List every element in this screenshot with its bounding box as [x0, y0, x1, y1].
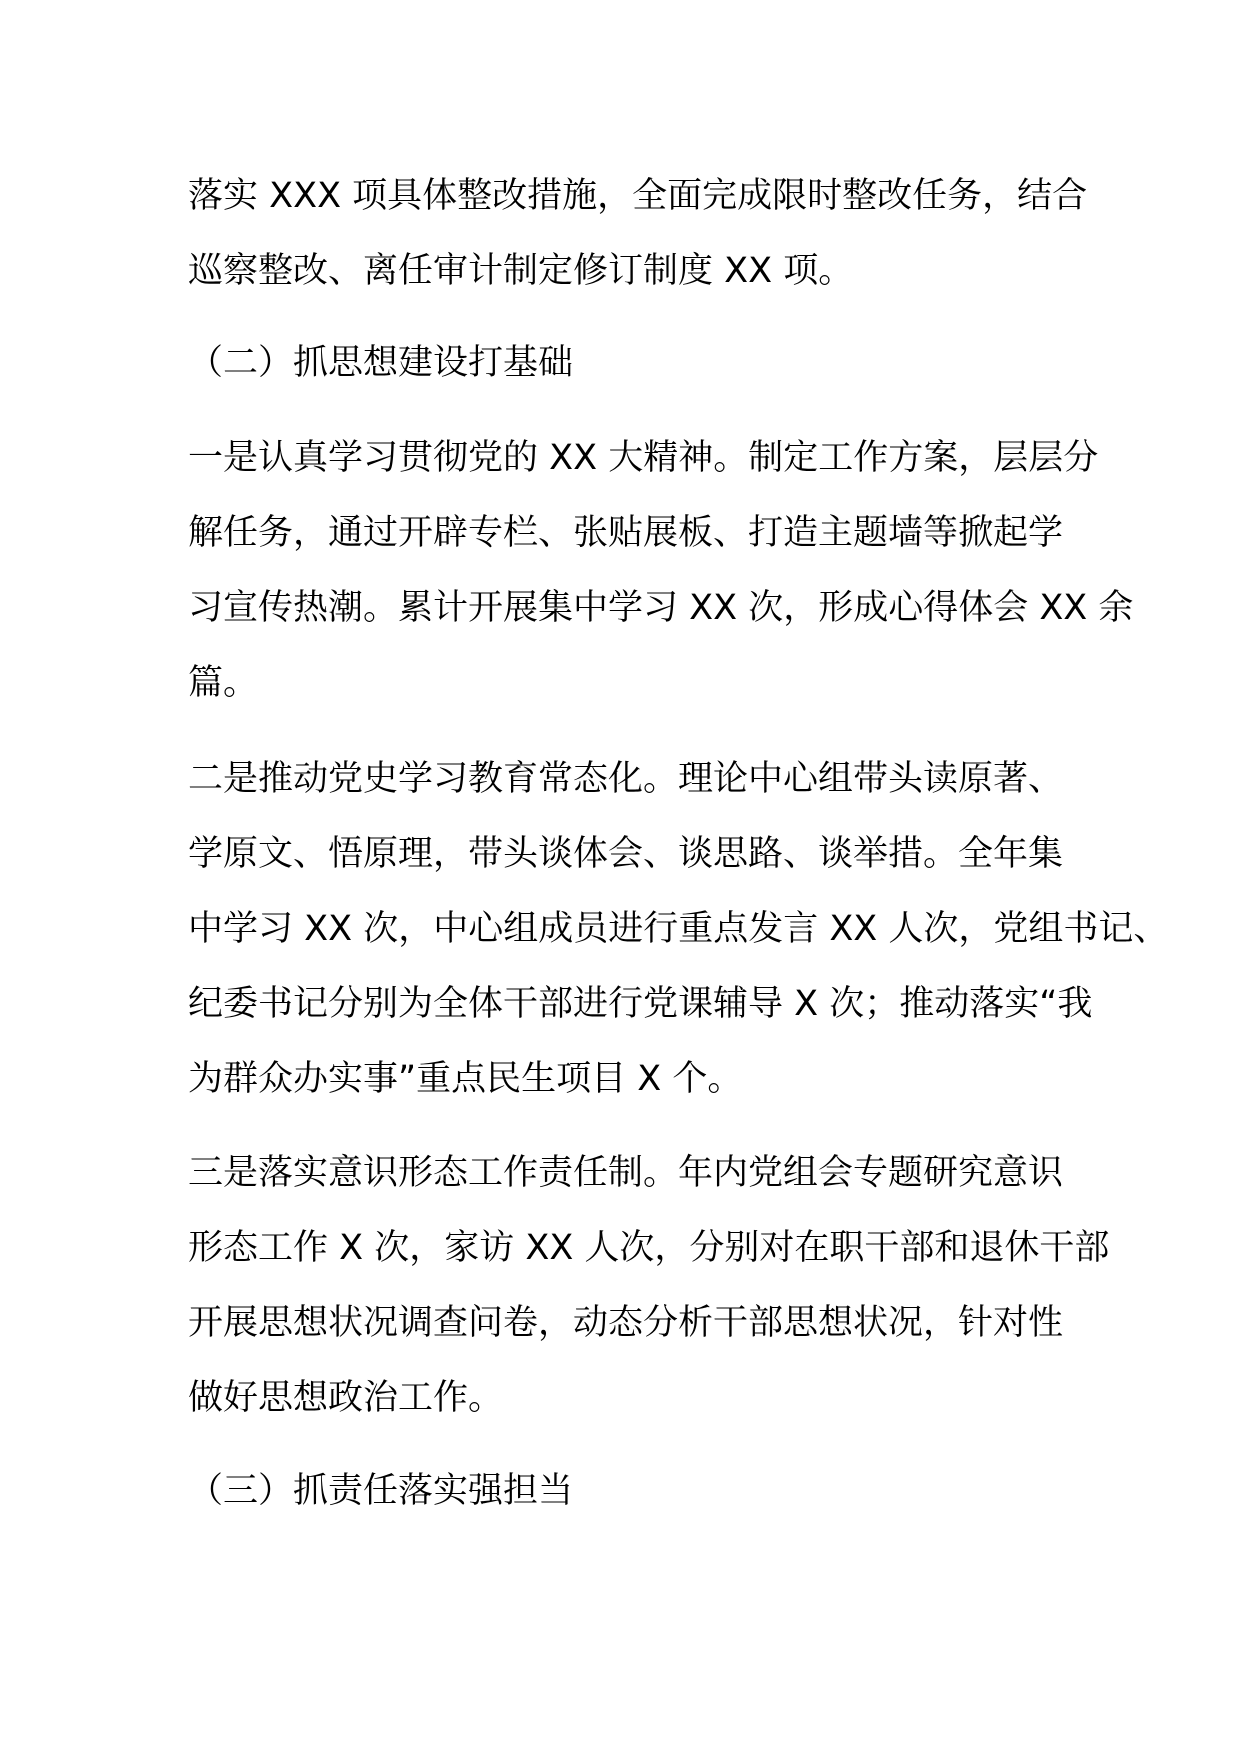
- text-line: 解任务，通过开辟专栏、张贴展板、打造主题墙等掀起学: [188, 513, 1064, 553]
- section-heading-responsibility: [188, 1454, 1068, 1529]
- text-line: 做好思想政治工作。: [188, 1378, 504, 1418]
- text-line: 三是落实意识形态工作责任制。年内党组会专题研究意识: [188, 1153, 1064, 1193]
- paragraph-rectification: [188, 159, 1088, 309]
- text-line: 二是推动党史学习教育常态化。理论中心组带头读原著、: [188, 759, 1064, 799]
- text-line: 学原文、悟原理，带头谈体会、谈思路、谈举措。全年集: [188, 834, 1064, 874]
- text-line: 为群众办实事”重点民生项目 X 个。: [188, 1059, 743, 1099]
- paragraph-ideology-responsibility: [188, 1136, 1110, 1436]
- heading-text: （二）抓思想建设打基础: [188, 343, 574, 383]
- text-line: 形态工作 X 次，家访 XX 人次，分别对在职干部和退休干部: [188, 1228, 1110, 1268]
- text-line: 中学习 XX 次，中心组成员进行重点发言 XX 人次，党组书记、: [188, 909, 1169, 949]
- text-line: 纪委书记分别为全体干部进行党课辅导 X 次；推动落实“我: [188, 984, 1093, 1024]
- text-line: 开展思想状况调查问卷，动态分析干部思想状况，针对性: [188, 1303, 1064, 1343]
- paragraph-study-spirit: [188, 421, 1134, 721]
- text-line: 落实 XXX 项具体整改措施，全面完成限时整改任务，结合: [188, 176, 1088, 216]
- text-line: 习宣传热潮。累计开展集中学习 XX 次，形成心得体会 XX 余: [188, 588, 1134, 628]
- text-line: 篇。: [188, 663, 259, 703]
- text-line: 巡察整改、离任审计制定修订制度 XX 项。: [188, 251, 854, 291]
- text-line: 一是认真学习贯彻党的 XX 大精神。制定工作方案，层层分: [188, 438, 1099, 478]
- section-heading-ideology: [188, 326, 1068, 401]
- paragraph-party-history: [188, 742, 1169, 1117]
- heading-text: （三）抓责任落实强担当: [188, 1471, 574, 1511]
